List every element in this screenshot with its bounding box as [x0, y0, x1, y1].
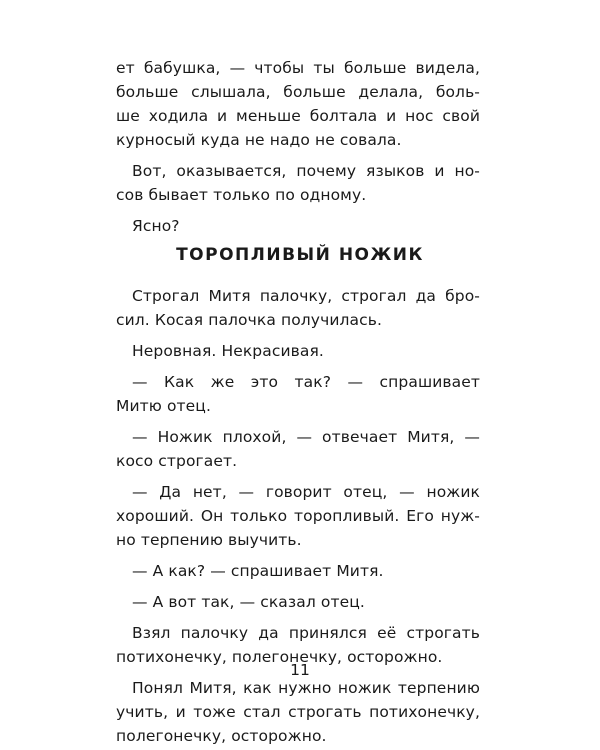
paragraph: [116, 339, 480, 363]
paragraph: [116, 676, 480, 748]
text-line: больше слышала, больше делала, боль-: [116, 83, 480, 101]
text-line: — Да нет, — говорит отец, — ножик: [132, 483, 480, 501]
paragraph: [116, 284, 480, 332]
chapter-title: ТОРОПЛИВЫЙ НОЖИК: [176, 245, 424, 265]
text-line: Взял палочку да принялся её строгать: [132, 624, 480, 642]
paragraph: [116, 590, 480, 614]
text-line: Неровная. Некрасивая.: [132, 342, 324, 360]
text-line: — Ножик плохой, — отвечает Митя, —: [132, 428, 480, 446]
paragraph: [116, 214, 480, 238]
text-line: ет бабушка, — чтобы ты больше видела,: [116, 59, 480, 77]
text-line: учить, и тоже стал строгать потихонечку,: [116, 703, 480, 721]
page-number: 11: [290, 661, 310, 679]
text-line: Строгал Митя палочку, строгал да бро-: [132, 287, 480, 305]
paragraph: [116, 559, 480, 583]
text-line: сил. Косая палочка получилась.: [116, 311, 383, 329]
text-line: — Как же это так? — спрашивает: [132, 373, 480, 391]
text-line: но терпению выучить.: [116, 531, 302, 549]
text-line: хороший. Он только торопливый. Его нуж-: [116, 507, 480, 525]
text-line: Митю отец.: [116, 397, 211, 415]
text-line: Понял Митя, как нужно ножик терпению: [132, 679, 480, 697]
paragraph: [116, 370, 480, 418]
text-line: сов бывает только по одному.: [116, 186, 367, 204]
text-line: Ясно?: [132, 217, 180, 235]
paragraph: [116, 56, 480, 152]
text-line: потихонечку, полегонечку, осторожно.: [116, 648, 443, 666]
text-line: — А вот так, — сказал отец.: [132, 593, 365, 611]
text-line: ше ходила и меньше болтала и нос свой: [116, 107, 480, 125]
text-line: полегонечку, осторожно.: [116, 727, 327, 745]
paragraph: [116, 480, 480, 552]
text-line: — А как? — спрашивает Митя.: [132, 562, 384, 580]
paragraph: [116, 159, 480, 207]
text-line: Вот, оказывается, почему языков и но-: [132, 162, 480, 180]
text-line: косо строгает.: [116, 452, 238, 470]
text-line: курносый куда не надо не совала.: [116, 131, 402, 149]
previous-story-ending: [116, 56, 480, 238]
paragraph: [116, 425, 480, 473]
